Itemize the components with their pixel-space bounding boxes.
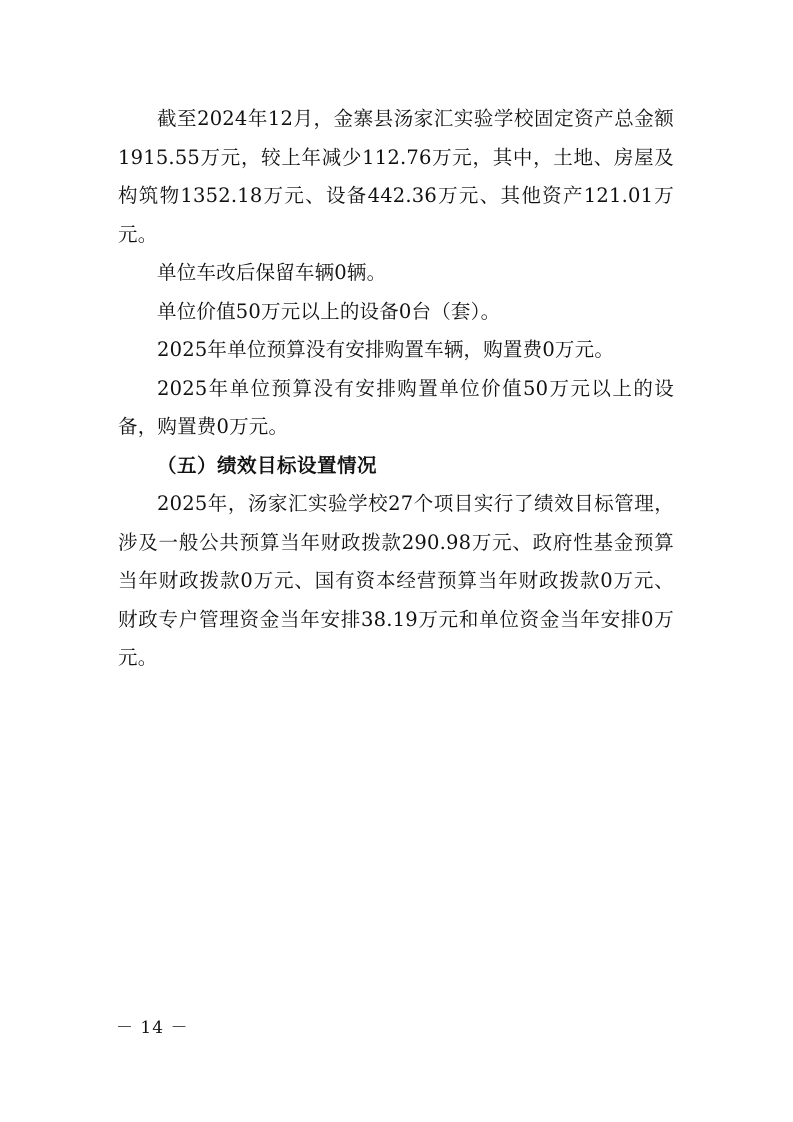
paragraph-equipment-purchase-budget: 2025年单位预算没有安排购置单位价值50万元以上的设备，购置费0万元。 bbox=[118, 376, 674, 438]
paragraph-performance-targets: 2025年，汤家汇实验学校27个项目实行了绩效目标管理，涉及一般公共预算当年财政拨款290.98万元、政府性基金预算当年财政拨款0万元、国有资本经营预算当年财政拨款0万元、财政专户管理资金当年安排38.19万元和单位资金当年安排0万元。 bbox=[118, 492, 674, 669]
paragraph-fixed-assets: 截至2024年12月，金寨县汤家汇实验学校固定资产总金额1915.55万元，较上年减少112.76万元，其中，土地、房屋及构筑物1352.18万元、设备442.36万元、其他资产121.01万元。 bbox=[118, 107, 674, 246]
paragraph-vehicles-retained: 单位车改后保留车辆0辆。 bbox=[157, 261, 387, 284]
paragraph-vehicle-purchase-budget: 2025年单位预算没有安排购置车辆，购置费0万元。 bbox=[157, 338, 615, 361]
page-number: － 14 － bbox=[116, 1018, 189, 1038]
paragraph-equipment-count: 单位价值50万元以上的设备0台（套）。 bbox=[157, 299, 501, 323]
page-body bbox=[118, 100, 674, 678]
section-heading: （五）绩效目标设置情况 bbox=[157, 453, 378, 477]
